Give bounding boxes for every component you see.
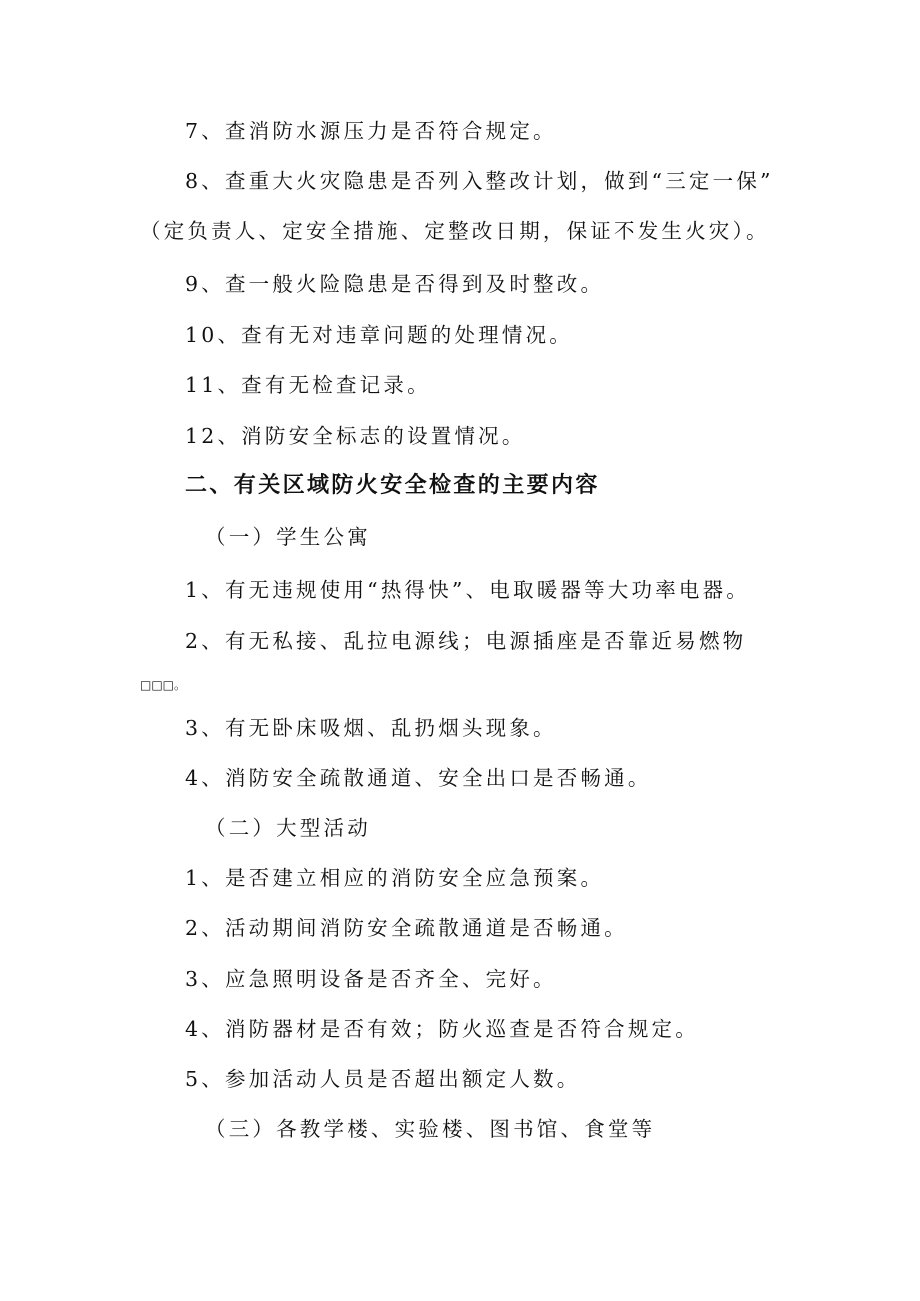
event-item-5: 5、参加活动人员是否超出额定人数。: [185, 1067, 581, 1091]
event-item-2: 2、活动期间消防安全疏散通道是否畅通。: [185, 916, 628, 940]
dorm-item-2-continuation: □□□。: [140, 678, 187, 692]
item-10: 10、查有无对违章问题的处理情况。: [185, 323, 573, 347]
subsection-2-title: （二）大型活动: [205, 816, 371, 840]
dorm-item-4: 4、消防安全疏散通道、安全出口是否畅通。: [185, 766, 652, 790]
item-12: 12、消防安全标志的设置情况。: [185, 424, 526, 448]
event-item-4: 4、消防器材是否有效；防火巡查是否符合规定。: [185, 1017, 699, 1041]
dorm-item-3: 3、有无卧床吸烟、乱扔烟头现象。: [185, 716, 557, 740]
subsection-1-title: （一）学生公寓: [205, 525, 371, 549]
event-item-1: 1、是否建立相应的消防安全应急预案。: [185, 866, 605, 890]
item-8-continuation: （定负责人、定安全措施、定整改日期，保证不发生火灾）。: [140, 219, 770, 243]
item-7: 7、查消防水源压力是否符合规定。: [185, 119, 557, 143]
dorm-item-2: 2、有无私接、乱拉电源线；电源插座是否靠近易燃物: [185, 629, 747, 653]
item-11: 11、查有无检查记录。: [185, 373, 431, 397]
event-item-3: 3、应急照明设备是否齐全、完好。: [185, 967, 557, 991]
item-9: 9、查一般火险隐患是否得到及时整改。: [185, 272, 605, 296]
item-8: 8、查重大火灾隐患是否列入整改计划，做到“三定一保”: [185, 169, 774, 193]
dorm-item-1: 1、有无违规使用“热得快”、电取暖器等大功率电器。: [185, 578, 751, 602]
subsection-3-title: （三）各教学楼、实验楼、图书馆、食堂等: [205, 1117, 656, 1141]
section-heading: 二、有关区域防火安全检查的主要内容: [185, 473, 600, 498]
